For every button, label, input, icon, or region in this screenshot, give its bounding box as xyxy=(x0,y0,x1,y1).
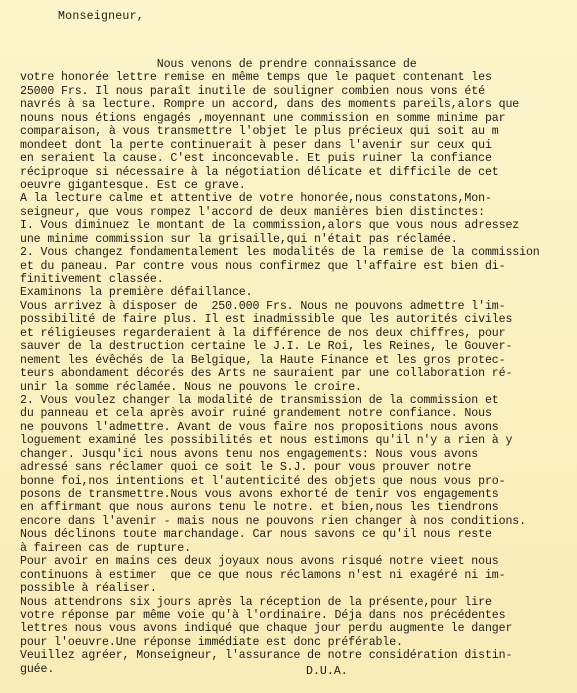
letter-line: continuons à estimer que ce que nous réclamons n'est ni exagéré ni im- xyxy=(20,568,506,582)
letter-signature: D.U.A. xyxy=(306,665,348,678)
letter-line: Nous déclinons toute marchandage. Car nous savons ce qu'il nous reste xyxy=(20,528,492,542)
letter-line: bonne foi,nos intentions et l'autenticité des objets que nous vous pro- xyxy=(20,474,506,488)
letter-line: votre réponse par même voie qu'à l'ordinaire. Déja dans nos précédentes xyxy=(20,608,506,622)
letter-line: en seraient la cause. C'est inconcevable. Et puis ruiner la confiance xyxy=(20,152,492,166)
letter-line: réciproque si nécessaire à la négotiation délicate et difficile de cet xyxy=(20,165,499,179)
letter-line: ne pouvons l'admettre. Avant de vous faire nos propositions nous avons xyxy=(20,420,499,434)
letter-line: Nous attendrons six jours après la réception de la présente,pour lire xyxy=(20,595,492,609)
letter-line: Nous venons de prendre connaissance de xyxy=(20,58,417,71)
letter-line: I. Vous diminuez le montant de la commission,alors que vous nous adressez xyxy=(20,219,520,233)
letter-line: possibilité de faire plus. Il est inadmissible que les autorités civiles xyxy=(20,313,513,327)
letter-line: A la lecture calme et attentive de votre honorée,nous constatons,Mon- xyxy=(20,192,492,206)
letter-line: sauver de la destruction certaine le J.I. Le Roi, les Reines, le Gouver- xyxy=(20,340,513,354)
letter-line: pour l'oeuvre.Une réponse immédiate est donc préférable. xyxy=(20,635,403,649)
letter-line: loguement examiné les possibilités et nous estimons qu'il n'y a rien à y xyxy=(20,434,513,448)
letter-line: Pour avoir en mains ces deux joyaux nous avons risqué notre vieet nous xyxy=(20,555,499,569)
letter-line: à faireen cas de rupture. xyxy=(20,541,191,555)
letter-salutation: Monseigneur, xyxy=(58,10,144,23)
letter-line: finitivement classée. xyxy=(20,273,164,286)
letter-line: nouns nous étions engagés ,moyennant une commission en somme minime par xyxy=(20,111,506,125)
letter-line: et du paneau. Par contre vous nous confirmez que l'affaire est bien di- xyxy=(20,259,506,273)
letter-line: nement les évêchés de la Belgique, la Haute Finance et les gros protec- xyxy=(20,353,506,367)
letter-line: lettres nous vous avons indiqué que chaque jour perdu augmente le danger xyxy=(20,622,513,636)
letter-line: 2. Vous changez fondamentalement les modalités de la remise de la commission xyxy=(20,246,540,260)
letter-line: Vous arrivez à disposer de 250.000 Frs. Nous ne pouvons admettre l'im- xyxy=(20,299,506,313)
letter-line: en affirmant que nous aurons tenu le notre. et bien,nous les tiendrons xyxy=(20,501,499,515)
letter-line: votre honorée lettre remise en même temps que le paquet contenant les xyxy=(20,71,492,85)
letter-line: seigneur, que vous rompez l'accord de deux manières bien distinctes: xyxy=(20,205,485,219)
letter-line: guée. xyxy=(20,662,55,676)
letter-line: oeuvre gigantesque. Est ce grave. xyxy=(20,178,246,192)
letter-line: navrés à sa lecture. Rompre un accord, dans des moments pareils,alors que xyxy=(20,98,520,112)
letter-line: Examinons la première défaillance. xyxy=(20,286,253,300)
letter-line: une minime commission sur la grisaille,qui n'était pas réclamée. xyxy=(20,232,458,246)
letter-body xyxy=(20,58,575,676)
letter-line: adressé sans réclamer quoi ce soit le S.J. pour vous prouver notre xyxy=(20,461,472,475)
letter-line: posons de transmettre.Nous vous avons exhorté de tenir vos engagements xyxy=(20,488,499,501)
letter-line: encore dans l'avenir - mais nous ne pouvons rien changer à nos conditions. xyxy=(20,514,526,528)
letter-line: 25000 Frs. Il nous paraît inutile de souligner combien nous vons été xyxy=(20,84,485,98)
letter-line: Veuillez agréer, Monseigneur, l'assurance de notre considération distin- xyxy=(20,649,513,663)
letter-line: unir la somme réclamée. Nous ne pouvons le croire. xyxy=(20,380,362,394)
letter-line: 2. Vous voulez changer la modalité de transmission de la commission et xyxy=(20,393,499,407)
letter-line: et réligieuses regarderaient à la différence de nos deux chiffres, pour xyxy=(20,326,506,340)
letter-line: teurs abondament décorés des Arts ne sauraient par une collaboration ré- xyxy=(20,367,513,381)
letter-line: du panneau et cela après avoir ruiné grandement notre confiance. Nous xyxy=(20,407,492,421)
letter-line: possible à réaliser. xyxy=(20,582,157,596)
letter-line: comparaison, à vous transmettre l'objet le plus précieux qui soit au m xyxy=(20,125,499,139)
letter-line: changer. Jusqu'ici nous avons tenu nos engagements: Nous vous avons xyxy=(20,447,479,461)
letter-line: mondeet dont la perte continuerait à peser dans l'avenir sur ceux qui xyxy=(20,138,492,152)
